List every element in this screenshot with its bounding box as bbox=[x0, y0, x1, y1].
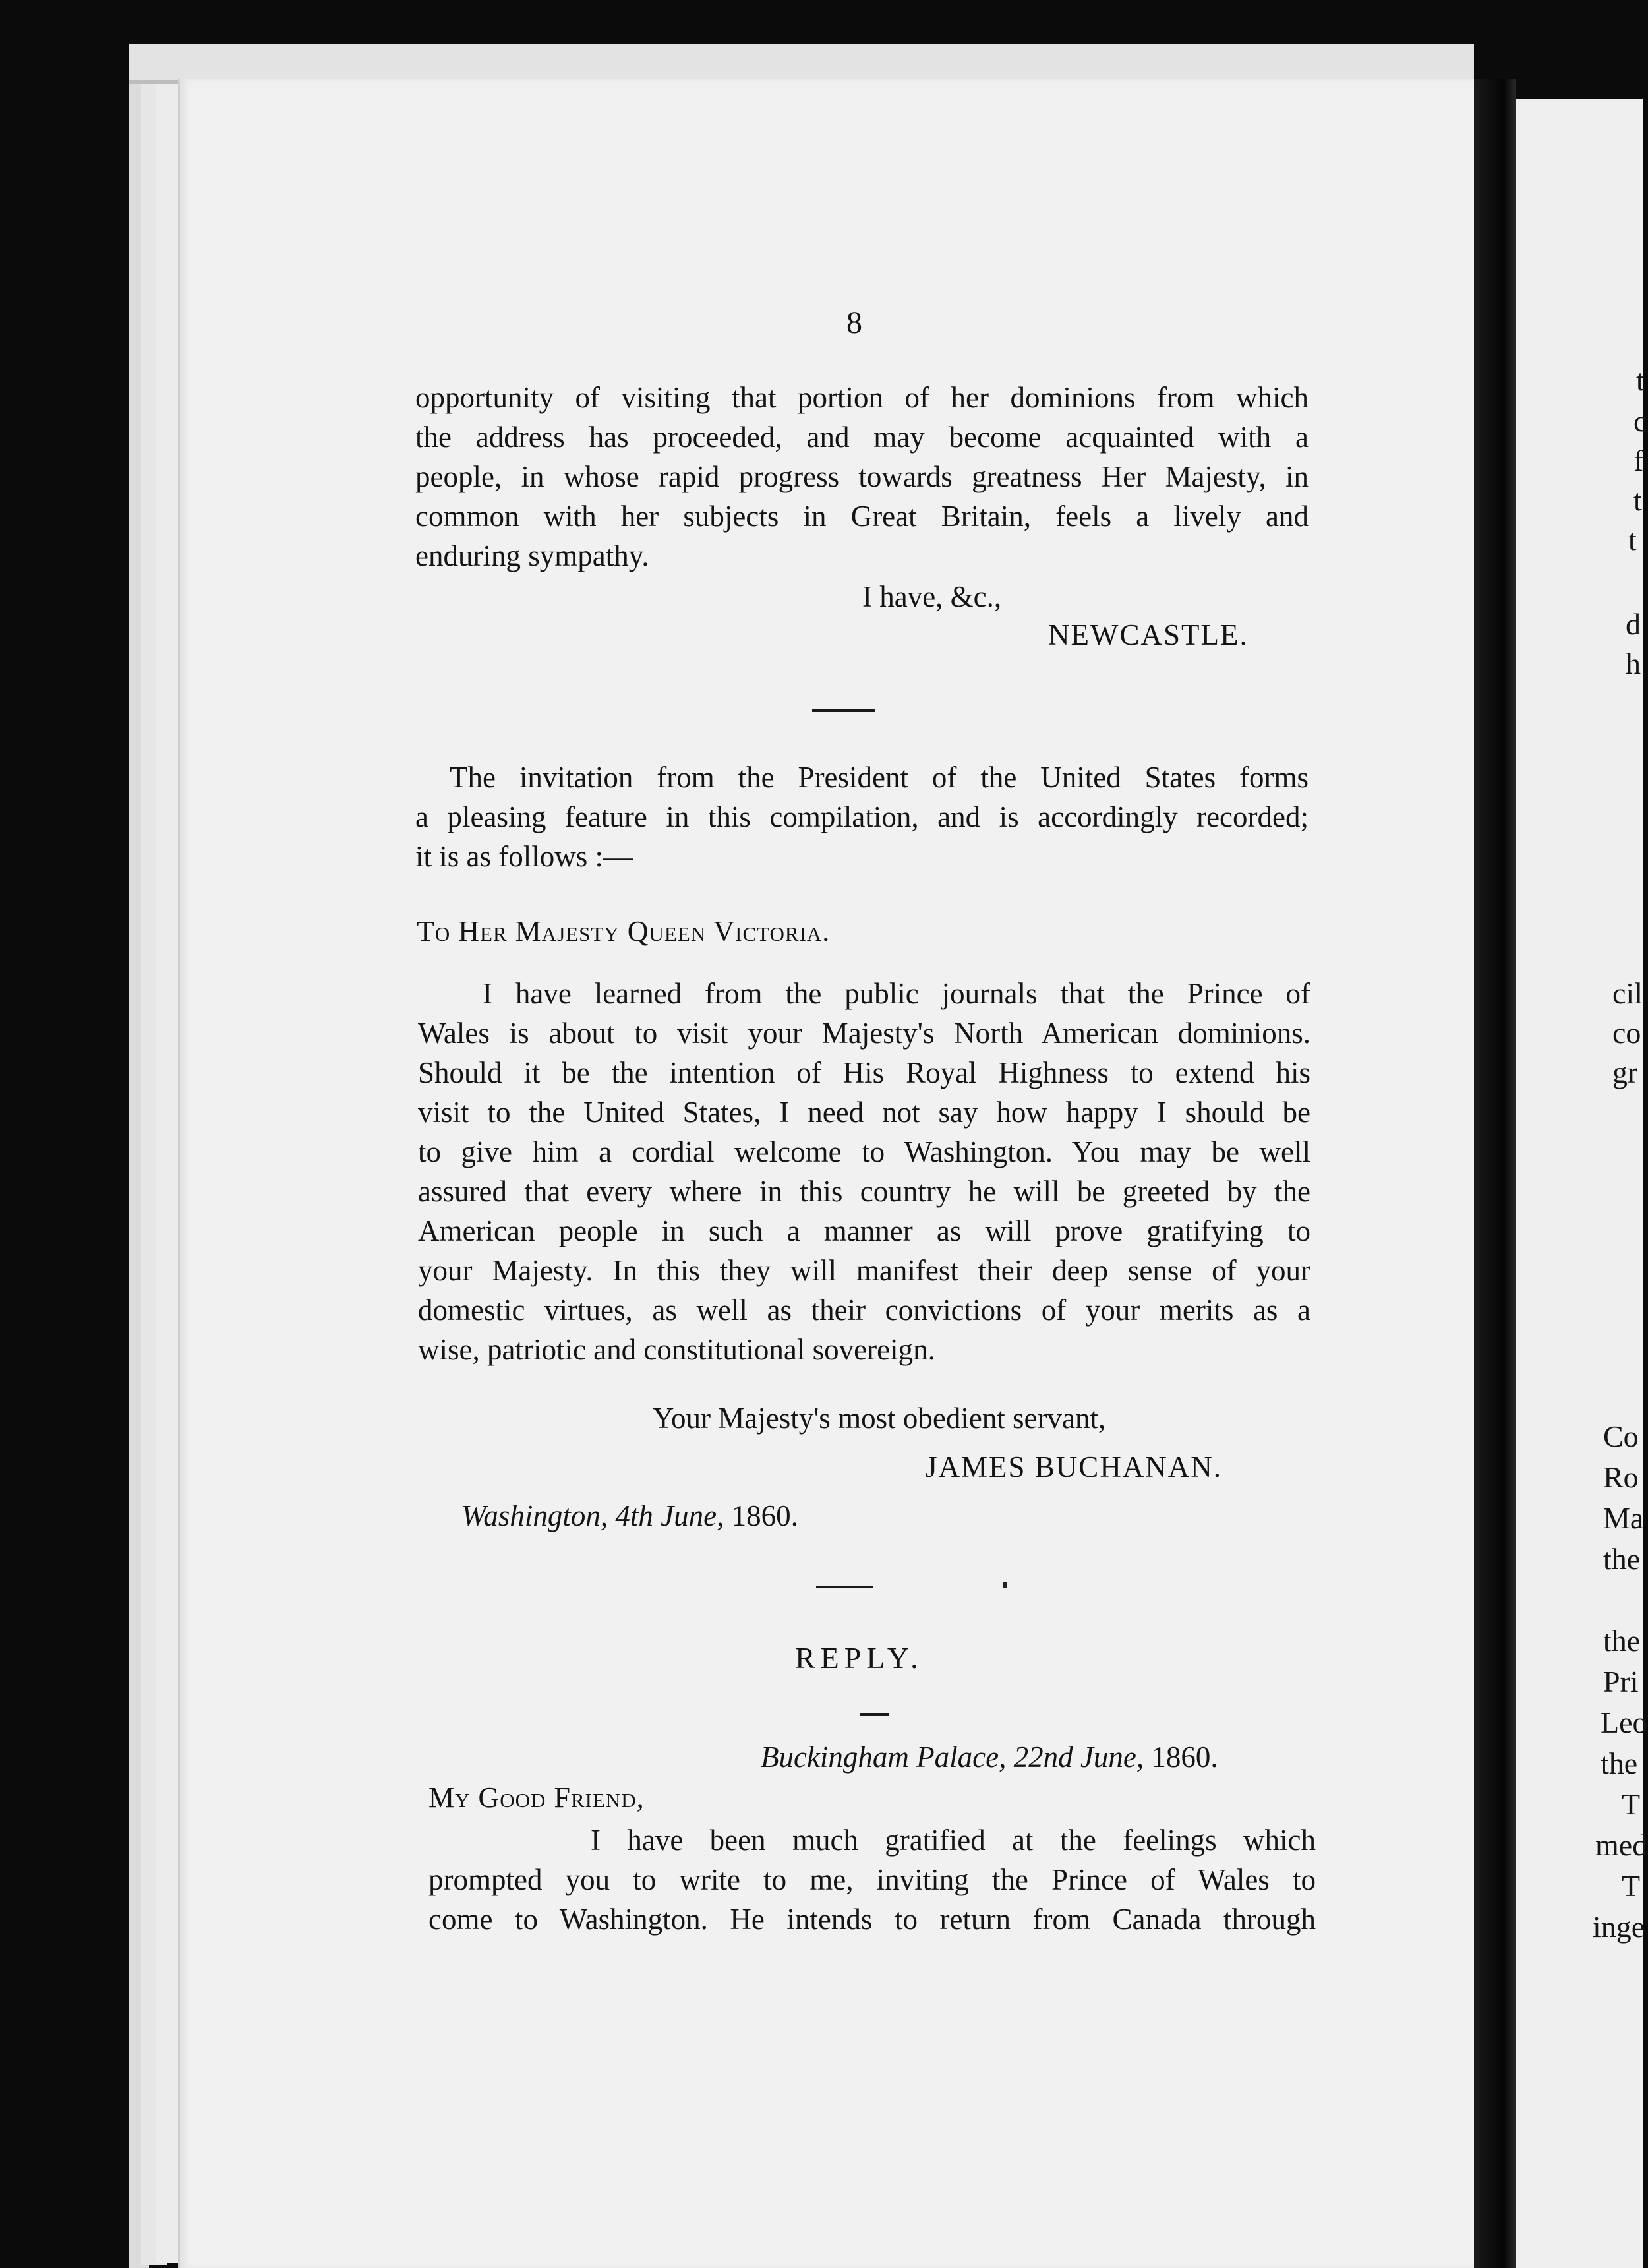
dateline-year: 1860. bbox=[731, 1499, 798, 1532]
book-gutter bbox=[1474, 79, 1516, 2268]
facing-page-fragment: gr bbox=[1612, 1056, 1638, 1089]
letter-line: visit to the United States, I need not say how happy I should be bbox=[418, 1096, 1310, 1129]
paragraph-line: enduring sympathy. bbox=[415, 539, 649, 572]
paragraph-line: the address has proceeded, and may become acquainted with a bbox=[415, 421, 1309, 454]
paragraph-line: it is as follows :— bbox=[415, 840, 633, 873]
facing-page-fragment: Leo bbox=[1601, 1706, 1648, 1739]
top-page-edge bbox=[129, 44, 1474, 83]
facing-page-fragment: T bbox=[1622, 1787, 1641, 1821]
dateline-place: Washington, 4th June, bbox=[461, 1499, 724, 1532]
letter-line: to give him a cordial welcome to Washington. You may be well bbox=[418, 1135, 1310, 1168]
section-divider bbox=[816, 1586, 873, 1588]
paragraph-line: people, in whose rapid progress towards greatness Her Majesty, in bbox=[415, 460, 1309, 493]
facing-page-fragment: t bbox=[1636, 363, 1645, 397]
dateline bbox=[761, 1738, 1218, 1776]
facing-page-fragment: inge bbox=[1593, 1910, 1645, 1944]
facing-page-fragment: the bbox=[1603, 1624, 1641, 1657]
dateline-year: 1860. bbox=[1151, 1741, 1218, 1774]
facing-page-fragment: the bbox=[1603, 1542, 1641, 1576]
signature: JAMES BUCHANAN. bbox=[926, 1450, 1223, 1483]
dateline-date: 22nd June, bbox=[1013, 1741, 1144, 1774]
paragraph-line: The invitation from the President of the United States forms bbox=[450, 761, 1309, 794]
facing-page-fragment: co bbox=[1612, 1016, 1641, 1050]
paragraph-line: opportunity of visiting that portion of her dominions from which bbox=[415, 381, 1309, 414]
letter-line: your Majesty. In this they will manifest their deep sense of your bbox=[418, 1254, 1310, 1287]
facing-page-fragment: the bbox=[1601, 1746, 1638, 1780]
ink-speck bbox=[1003, 1582, 1007, 1588]
letter-line: assured that every where in this country he will be greeted by the bbox=[418, 1175, 1310, 1208]
letter-closing: Your Majesty's most obedient servant, bbox=[653, 1402, 1106, 1435]
letter-line: domestic virtues, as well as their convictions of your merits as a bbox=[418, 1294, 1310, 1327]
facing-page-fragment: h bbox=[1626, 647, 1641, 680]
letter-line: I have been much gratified at the feelings which bbox=[591, 1824, 1316, 1857]
facing-page-fragment: f bbox=[1633, 444, 1644, 477]
letter-line: come to Washington. He intends to return from Canada through bbox=[428, 1903, 1316, 1936]
facing-page-fragment: Co bbox=[1603, 1419, 1639, 1453]
page-number: 8 bbox=[846, 305, 862, 340]
facing-page-fragment: med bbox=[1595, 1828, 1648, 1862]
facing-page-fragment: cil bbox=[1612, 976, 1643, 1010]
dateline-place: Buckingham Palace, bbox=[761, 1741, 1007, 1774]
heading-rule bbox=[860, 1713, 889, 1716]
facing-page-fragment: t bbox=[1633, 483, 1642, 517]
letter-line: American people in such a manner as will prove gratifying to bbox=[418, 1214, 1310, 1247]
facing-page-fragment: Ma bbox=[1603, 1501, 1644, 1535]
facing-page-fragment: t bbox=[1628, 523, 1637, 556]
facing-page-fragment: c bbox=[1633, 404, 1647, 438]
signature: NEWCASTLE. bbox=[1048, 618, 1249, 651]
letter-line: wise, patriotic and constitutional sovereign. bbox=[418, 1333, 935, 1366]
facing-page-fragment: d bbox=[1626, 607, 1641, 641]
salutation: To Her Majesty Queen Victoria. bbox=[417, 915, 831, 947]
dateline bbox=[461, 1497, 798, 1535]
letter-line: Should it be the intention of His Royal Highness to extend his bbox=[418, 1056, 1310, 1089]
letter-line: I have learned from the public journals that the Prince of bbox=[483, 977, 1310, 1010]
letter-line: prompted you to write to me, inviting the Prince of Wales to bbox=[428, 1863, 1316, 1896]
reply-heading: REPLY. bbox=[795, 1641, 924, 1675]
facing-page-fragment: Pri bbox=[1603, 1665, 1639, 1698]
letter-line: Wales is about to visit your Majesty's North American dominions. bbox=[418, 1017, 1310, 1050]
paragraph-line: a pleasing feature in this compilation, and is accordingly recorded; bbox=[415, 800, 1309, 833]
salutation: My Good Friend, bbox=[428, 1781, 645, 1814]
section-divider bbox=[812, 709, 875, 712]
letter-closing: I have, &c., bbox=[862, 580, 1002, 613]
facing-page-fragment: T bbox=[1622, 1869, 1641, 1903]
facing-page-fragment: Ro bbox=[1603, 1460, 1639, 1494]
paragraph-line: common with her subjects in Great Britain, feels a lively and bbox=[415, 500, 1309, 533]
